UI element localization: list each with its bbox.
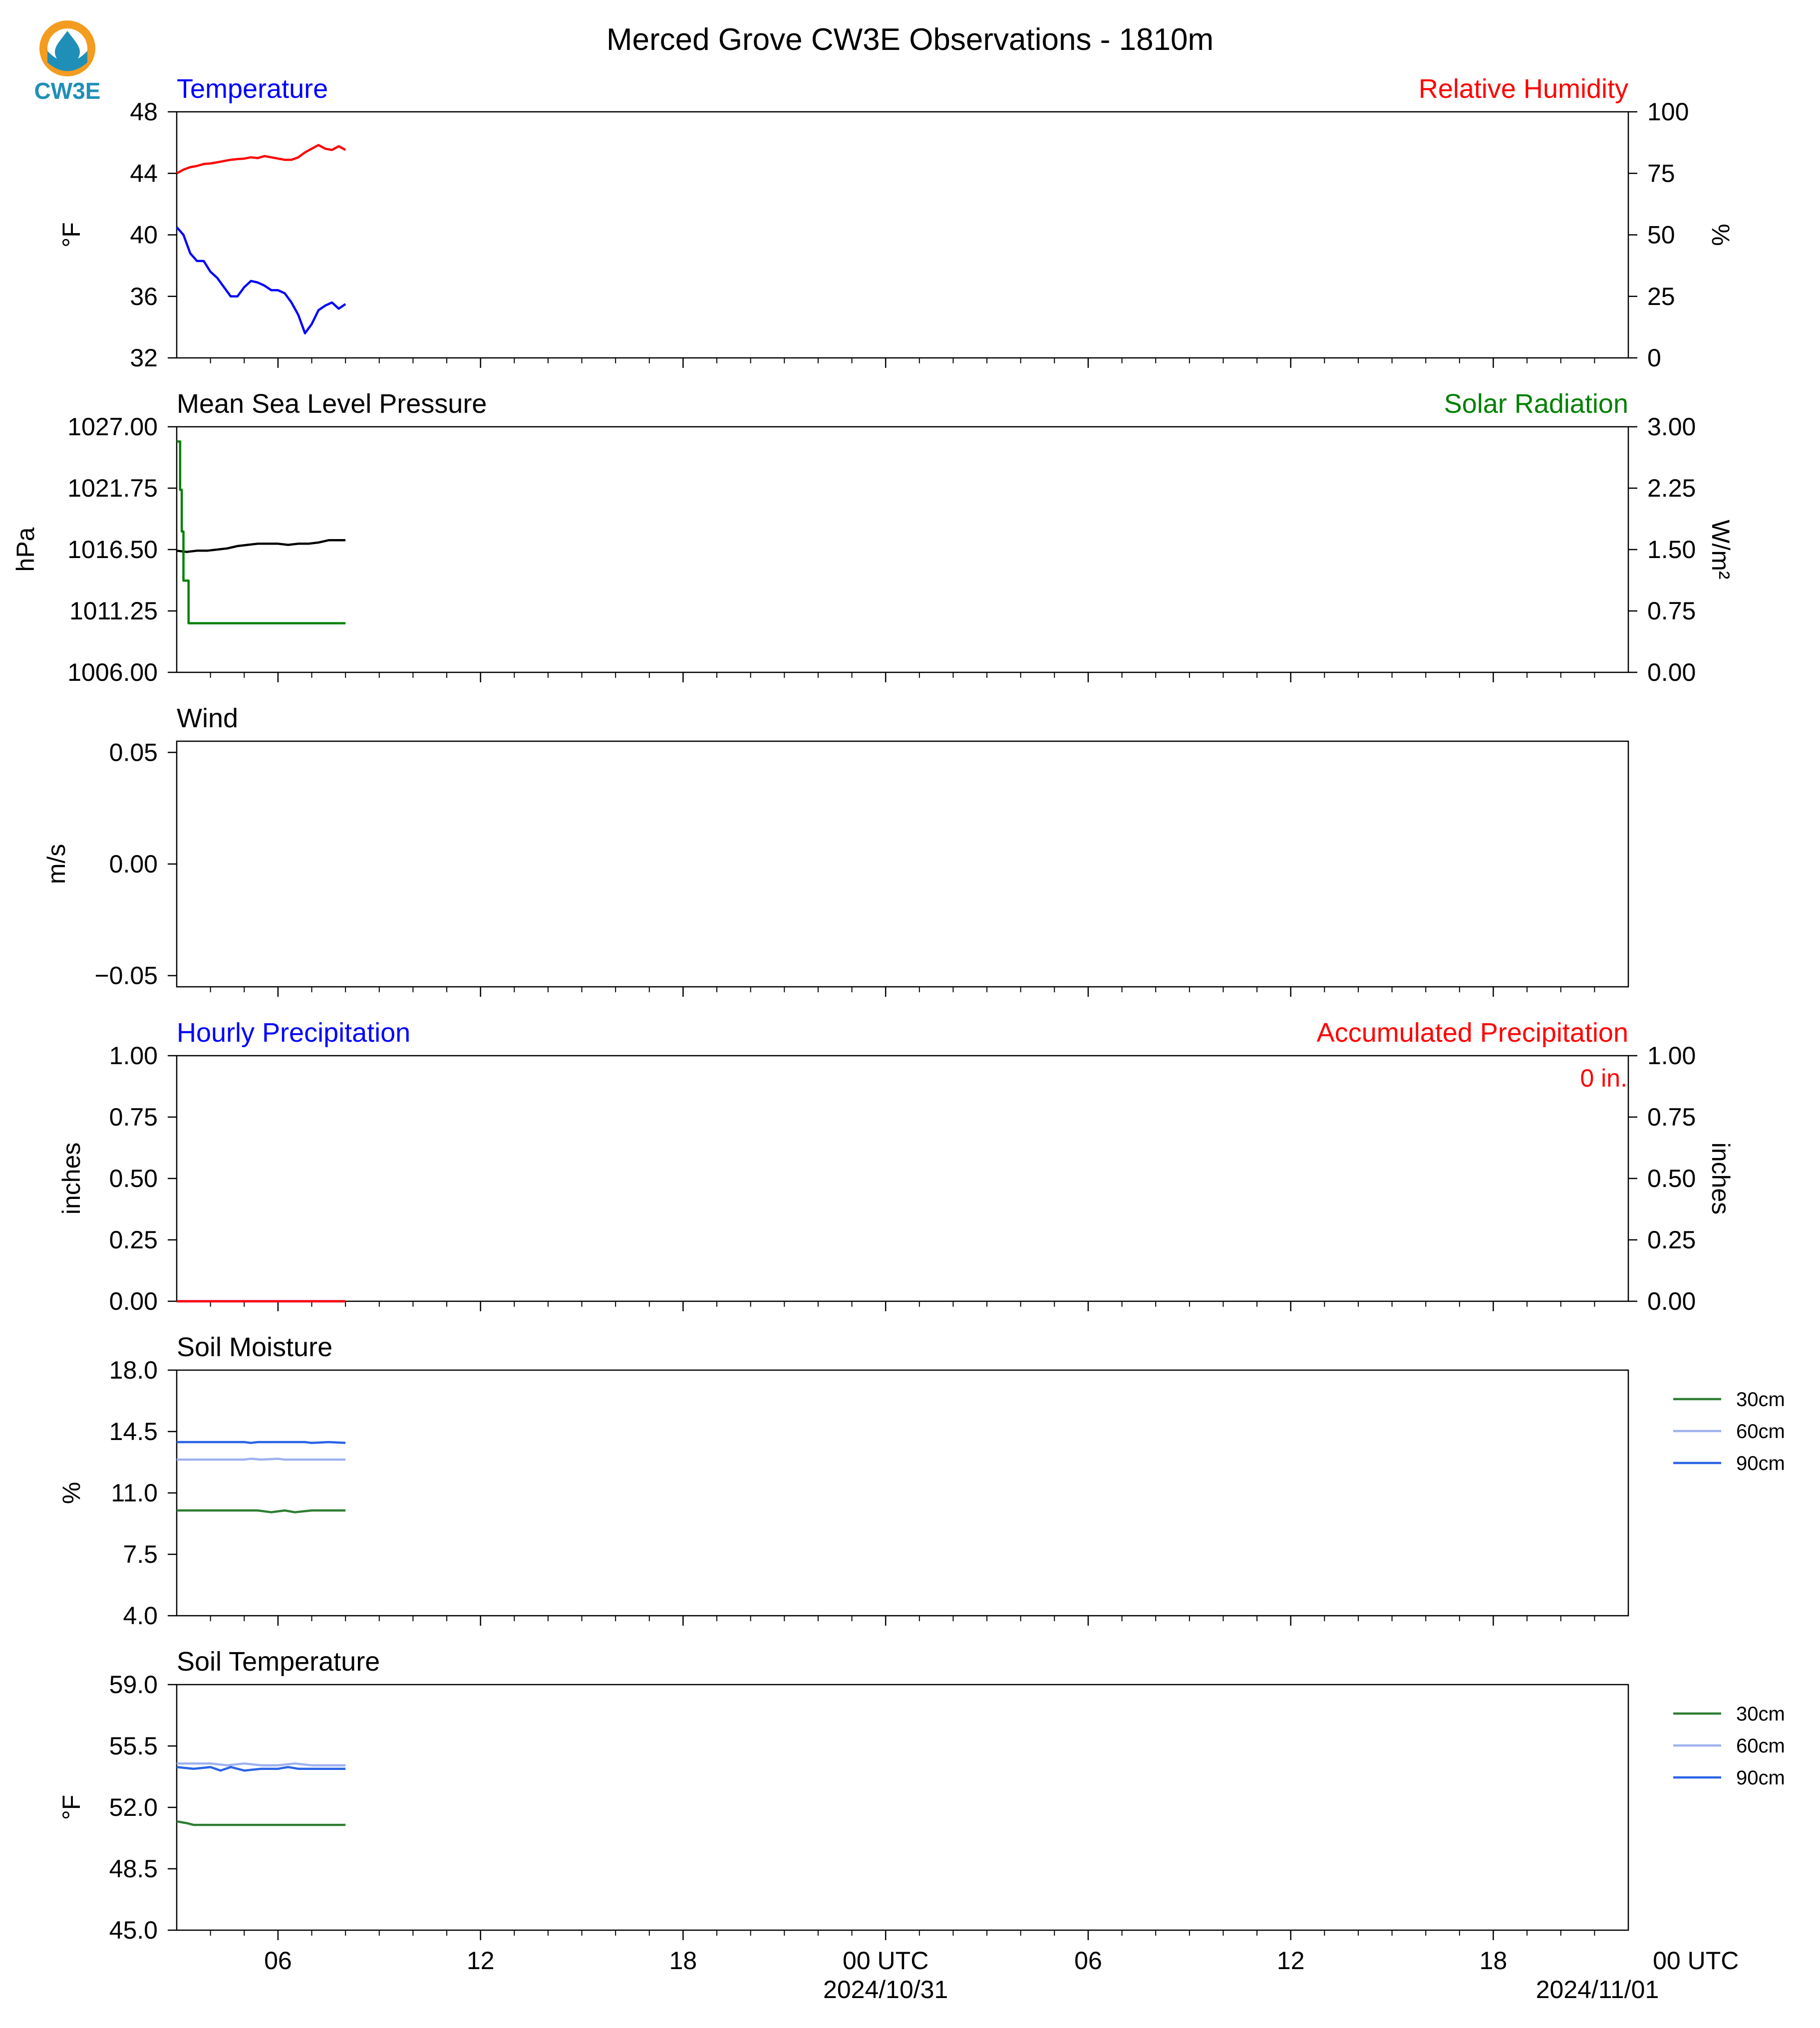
y-tick-label-left: 45.0 (109, 1916, 158, 1944)
legend-label: 60cm (1736, 1735, 1785, 1757)
y-tick-label-left: 7.5 (123, 1540, 158, 1568)
y-tick-label-left: 48 (130, 98, 158, 126)
y-tick-label-right: 75 (1647, 159, 1675, 188)
accumulated-total-label: 0 in. (1580, 1064, 1627, 1092)
panel-title-left: Soil Moisture (177, 1332, 333, 1362)
y-tick-label-right: 0.75 (1647, 1103, 1696, 1131)
x-date-label: 2024/10/31 (823, 1976, 948, 2004)
y-tick-label-left: 0.50 (109, 1164, 158, 1192)
panel-title-left: Soil Temperature (177, 1647, 380, 1677)
panel-title-left: Temperature (177, 74, 328, 104)
x-tick-label: 06 (1074, 1947, 1102, 1975)
y-tick-label-left: 0.00 (109, 850, 158, 878)
y-tick-label-right: 50 (1647, 221, 1675, 249)
y-axis-label-right: W/m² (1707, 520, 1735, 579)
y-tick-label-left: 0.75 (109, 1103, 158, 1131)
legend-label: 30cm (1736, 1389, 1785, 1411)
panel-title-right: Relative Humidity (1418, 74, 1628, 104)
x-tick-label: 00 UTC (1653, 1947, 1739, 1975)
y-tick-label-left: 59.0 (109, 1671, 158, 1699)
y-tick-label-right: 3.00 (1647, 413, 1696, 441)
panel-title-left: Wind (177, 703, 239, 733)
y-tick-label-left: 0.25 (109, 1226, 158, 1254)
series-line-90cm (177, 1442, 345, 1443)
y-axis-label-right: % (1707, 224, 1735, 246)
panel-title-left: Mean Sea Level Pressure (177, 389, 487, 419)
cw3e-logo (34, 20, 101, 104)
x-tick-label: 12 (466, 1947, 495, 1975)
legend-label: 90cm (1736, 1452, 1785, 1474)
y-tick-label-right: 0.75 (1647, 597, 1696, 625)
panel-title-right: Accumulated Precipitation (1316, 1018, 1628, 1048)
x-tick-label: 18 (669, 1947, 697, 1975)
y-tick-label-right: 1.50 (1647, 536, 1696, 564)
y-tick-label-right: 0.00 (1647, 658, 1696, 686)
y-tick-label-left: 1006.00 (67, 658, 158, 686)
y-tick-label-left: −0.05 (94, 961, 158, 990)
y-tick-label-left: 48.5 (109, 1855, 158, 1883)
x-tick-label: 06 (264, 1947, 292, 1975)
y-tick-label-right: 0.25 (1647, 1226, 1696, 1254)
x-tick-label: 00 UTC (843, 1947, 929, 1975)
y-axis-label-left: hPa (11, 527, 39, 572)
y-tick-label-right: 0.50 (1647, 1164, 1696, 1192)
y-axis-label-left: m/s (42, 844, 70, 884)
y-tick-label-left: 40 (130, 221, 158, 249)
y-tick-label-right: 25 (1647, 282, 1675, 310)
y-tick-label-right: 2.25 (1647, 474, 1696, 502)
y-tick-label-right: 0.00 (1647, 1287, 1696, 1315)
y-tick-label-left: 1021.75 (67, 474, 158, 502)
figure-title: Merced Grove CW3E Observations - 1810m (606, 22, 1214, 57)
x-date-label: 2024/11/01 (1535, 1976, 1659, 2004)
y-tick-label-left: 44 (130, 159, 158, 188)
y-tick-label-left: 1011.25 (69, 597, 158, 625)
legend-label: 30cm (1736, 1703, 1785, 1725)
y-tick-label-right: 1.00 (1647, 1042, 1696, 1070)
x-tick-label: 18 (1479, 1947, 1508, 1975)
y-axis-label-left: °F (57, 1794, 85, 1820)
y-tick-label-left: 1016.50 (67, 536, 158, 564)
y-tick-label-left: 11.0 (111, 1479, 158, 1507)
x-tick-label: 12 (1276, 1947, 1305, 1975)
legend-label: 90cm (1736, 1767, 1785, 1789)
y-tick-label-left: 1.00 (109, 1042, 158, 1070)
y-axis-label-right: inches (1707, 1142, 1735, 1215)
y-tick-label-left: 52.0 (109, 1793, 158, 1821)
y-axis-label-left: °F (57, 222, 85, 248)
y-axis-label-left: inches (57, 1142, 85, 1215)
y-tick-label-left: 18.0 (109, 1356, 158, 1384)
logo-text: CW3E (34, 78, 101, 104)
series-line-60cm (177, 1459, 345, 1460)
legend-label: 60cm (1736, 1421, 1785, 1443)
y-tick-label-left: 1027.00 (67, 413, 158, 441)
y-tick-label-left: 0.05 (109, 738, 158, 767)
y-tick-label-right: 0 (1647, 344, 1661, 372)
y-tick-label-left: 55.5 (109, 1732, 158, 1760)
y-tick-label-left: 36 (130, 282, 158, 310)
y-tick-label-left: 14.5 (109, 1418, 158, 1446)
y-tick-label-left: 4.0 (123, 1602, 158, 1630)
panel-title-left: Hourly Precipitation (177, 1018, 411, 1048)
y-tick-label-left: 0.00 (109, 1287, 158, 1315)
y-axis-label-left: % (57, 1481, 85, 1504)
y-tick-label-right: 100 (1647, 98, 1689, 126)
panel-title-right: Solar Radiation (1444, 389, 1628, 419)
y-tick-label-left: 32 (130, 344, 158, 372)
